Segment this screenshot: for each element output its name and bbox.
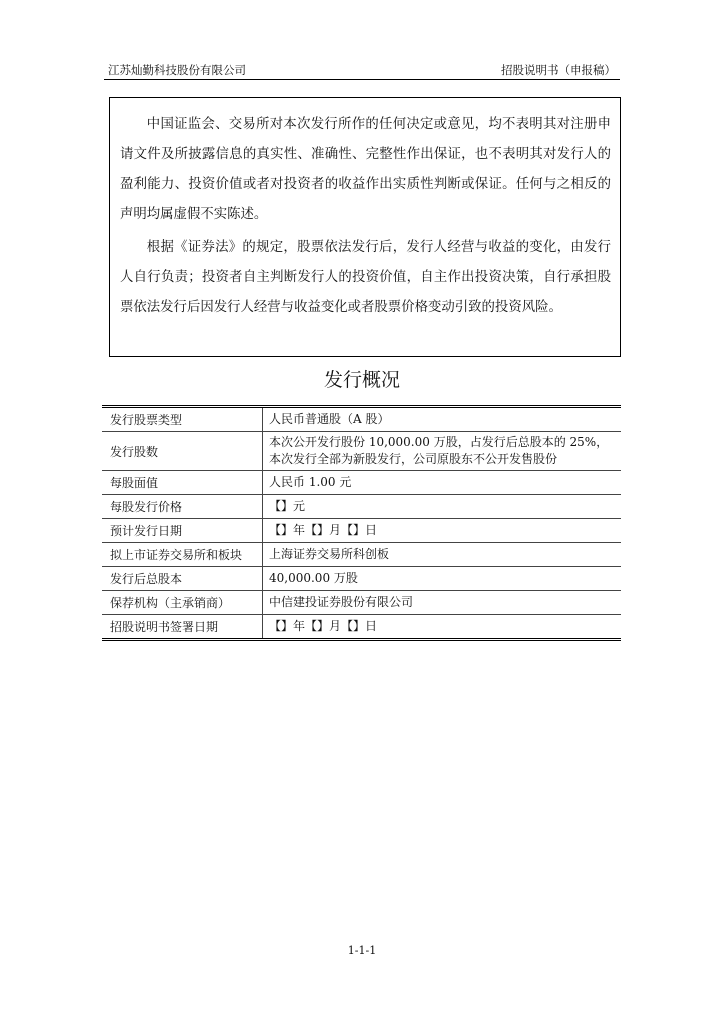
table-row [102, 432, 621, 471]
row-label: 发行股数 [102, 432, 263, 471]
row-value: 人民币 1.00 元 [263, 471, 622, 495]
page-number: 1-1-1 [347, 944, 377, 957]
row-label: 发行股票类型 [102, 407, 263, 432]
row-value: 上海证券交易所科创板 [263, 543, 622, 567]
row-label: 每股发行价格 [102, 495, 263, 519]
notice-paragraph: 根据《证券法》的规定，股票依法发行后，发行人经营与收益的变化，由发行人自行负责；投资者自主判断发行人的投资价值，自主作出投资决策，自行承担股票依法发行后因发行人经营与收益变化或者股票价格变动引致的投资风险。 [120, 240, 611, 315]
table-row [102, 519, 621, 543]
row-label: 发行后总股本 [102, 567, 263, 591]
row-label: 招股说明书签署日期 [102, 615, 263, 640]
table-row [102, 407, 621, 432]
header-rule [104, 79, 620, 80]
row-label: 每股面值 [102, 471, 263, 495]
row-value: 【】元 [263, 495, 622, 519]
regulatory-notice-box [109, 97, 621, 357]
row-value: 【】年【】月【】日 [263, 519, 622, 543]
document-type: 招股说明书（申报稿） [501, 63, 616, 77]
row-value: 人民币普通股（A 股） [263, 407, 622, 432]
row-value: 中信建投证券股份有限公司 [263, 591, 622, 615]
table-row [102, 615, 621, 640]
table-row [102, 495, 621, 519]
offering-overview-table [102, 405, 621, 641]
table-row [102, 471, 621, 495]
table-row [102, 543, 621, 567]
page-header [104, 60, 620, 80]
row-label: 保荐机构（主承销商） [102, 591, 263, 615]
row-label: 预计发行日期 [102, 519, 263, 543]
section-title: 发行概况 [323, 369, 400, 391]
row-value: 40,000.00 万股 [263, 567, 622, 591]
table-row [102, 591, 621, 615]
company-name: 江苏灿勤科技股份有限公司 [108, 63, 246, 77]
row-value: 【】年【】月【】日 [263, 615, 622, 640]
row-value: 本次公开发行股份 10,000.00 万股，占发行后总股本的 25%，本次发行全部为新股发行，公司原股东不公开发售股份 [263, 432, 622, 471]
notice-paragraph: 中国证监会、交易所对本次发行所作的任何决定或意见，均不表明其对注册申请文件及所披露信息的真实性、准确性、完整性作出保证，也不表明其对发行人的盈利能力、投资价值或者对投资者的收益作出实质性判断或保证。任何与之相反的声明均属虚假不实陈述。 [120, 117, 611, 222]
table-row [102, 567, 621, 591]
row-label: 拟上市证券交易所和板块 [102, 543, 263, 567]
